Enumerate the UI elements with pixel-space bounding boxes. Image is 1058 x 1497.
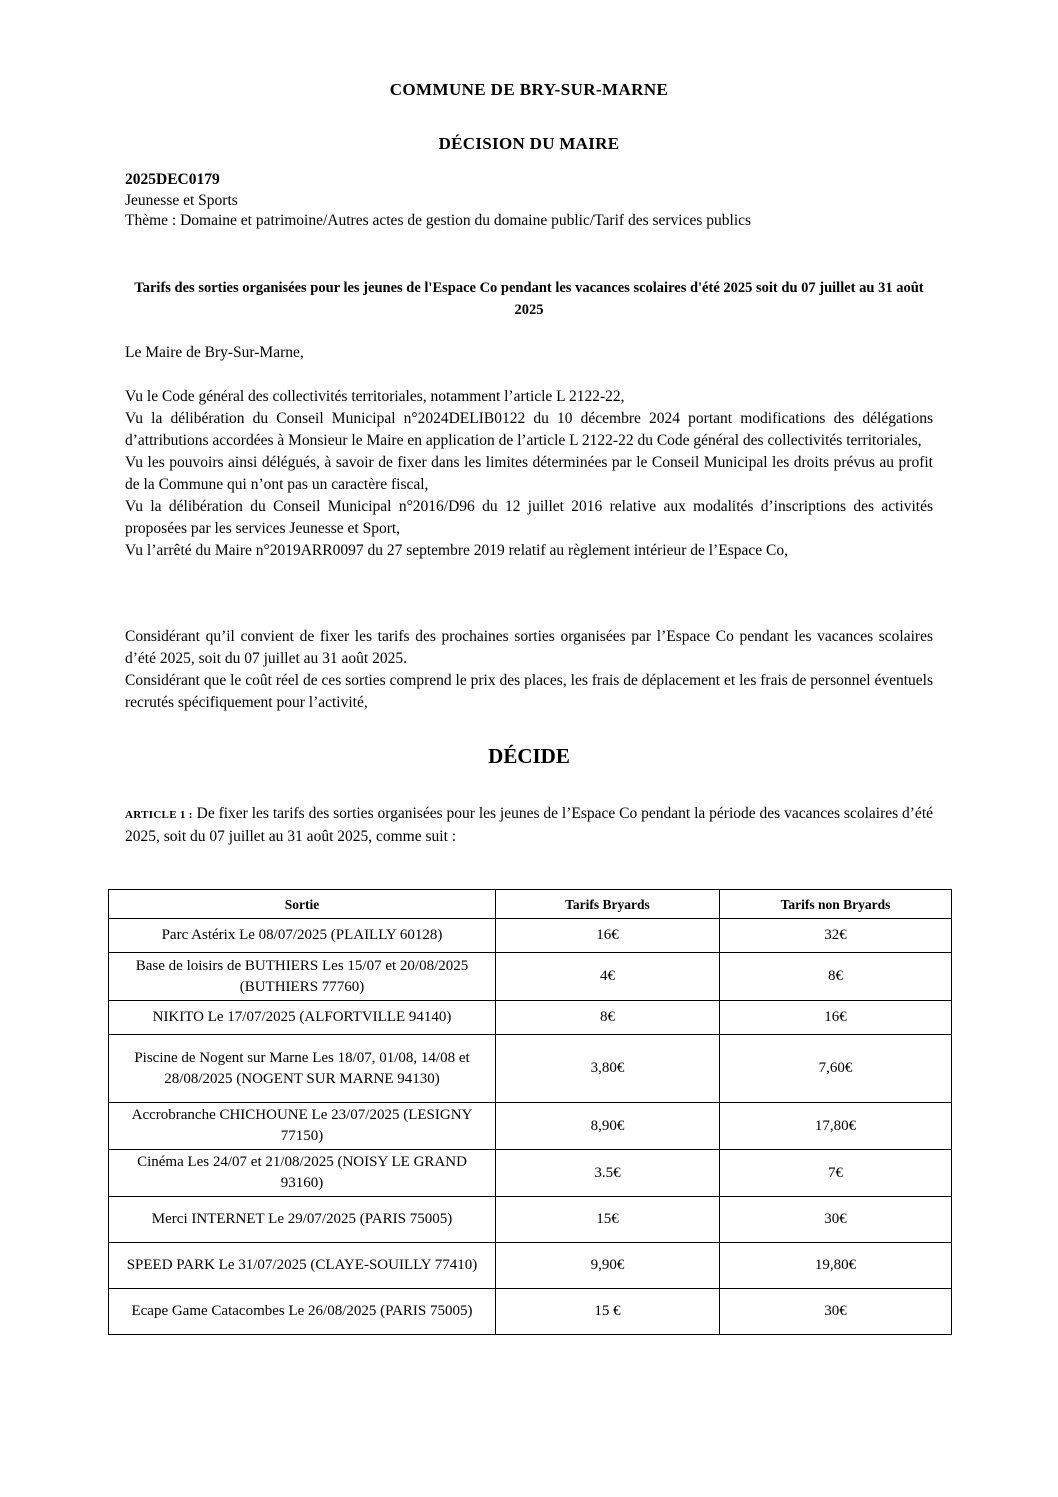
consideration-item: Vu le Code général des collectivités territoriales, notamment l’article L 2122-22, <box>125 388 625 405</box>
cell-bryards: 3,80€ <box>496 1035 720 1103</box>
cell-sortie: NIKITO Le 17/07/2025 (ALFORTVILLE 94140) <box>109 1001 496 1035</box>
article-label: ARTICLE 1 : <box>125 809 193 821</box>
table-row <box>109 1197 952 1243</box>
cell-non-bryards: 30€ <box>720 1197 952 1243</box>
table-row <box>109 953 952 1001</box>
whereas-block <box>125 626 933 714</box>
reference-block <box>125 170 933 232</box>
cell-non-bryards: 7€ <box>720 1150 952 1197</box>
cell-sortie: Base de loisirs de BUTHIERS Les 15/07 et 20/08/2025 (BUTHIERS 77760) <box>109 953 496 1001</box>
header-sortie: Sortie <box>109 890 496 919</box>
cell-sortie: Merci INTERNET Le 29/07/2025 (PARIS 75005) <box>109 1197 496 1243</box>
article-1 <box>125 803 933 848</box>
consideration-item: Vu les pouvoirs ainsi délégués, à savoir de fixer dans les limites déterminées par le Conseil Municipal les droits prévus au profit de la Commune qui n’ont pas un caractère fiscal, <box>125 454 933 493</box>
cell-bryards: 9,90€ <box>496 1243 720 1289</box>
cell-bryards: 8,90€ <box>496 1103 720 1150</box>
table-row <box>109 1035 952 1103</box>
cell-sortie: Piscine de Nogent sur Marne Les 18/07, 01/08, 14/08 et 28/08/2025 (NOGENT SUR MARNE 94130) <box>109 1035 496 1103</box>
cell-non-bryards: 32€ <box>720 919 952 953</box>
article-text: De fixer les tarifs des sorties organisées pour les jeunes de l’Espace Co pendant la période des vacances scolaires d’été 2025, soit du 07 juillet au 31 août 2025, comme suit : <box>125 805 934 845</box>
table-row <box>109 1103 952 1150</box>
cell-bryards: 15€ <box>496 1197 720 1243</box>
cell-non-bryards: 16€ <box>720 1001 952 1035</box>
decision-heading: DÉCISION DU MAIRE <box>438 134 620 153</box>
consideration-item: Vu l’arrêté du Maire n°2019ARR0097 du 27 septembre 2019 relatif au règlement intérieur de l’Espace Co, <box>125 542 788 559</box>
tariffs-table <box>108 889 952 1335</box>
cell-non-bryards: 19,80€ <box>720 1243 952 1289</box>
commune-heading: COMMUNE DE BRY-SUR-MARNE <box>389 80 669 99</box>
decision-number: 2025DEC0179 <box>125 171 220 188</box>
table-row <box>109 1150 952 1197</box>
consideration-item: Vu la délibération du Conseil Municipal n°2024DELIB0122 du 10 décembre 2024 portant modifications des délégations d’attributions accordées à Monsieur le Maire en application de l’article L 2122-22 du Code général des collectivités territoriales, <box>125 410 933 449</box>
whereas-item: Considérant que le coût réel de ces sorties comprend le prix des places, les frais de déplacement et les frais de personnel éventuels recrutés spécifiquement pour l’activité, <box>125 672 933 711</box>
table-row <box>109 1243 952 1289</box>
cell-sortie: Accrobranche CHICHOUNE Le 23/07/2025 (LESIGNY 77150) <box>109 1103 496 1150</box>
cell-bryards: 15 € <box>496 1289 720 1335</box>
cell-non-bryards: 8€ <box>720 953 952 1001</box>
consideration-item: Vu la délibération du Conseil Municipal n°2016/D96 du 12 juillet 2016 relative aux modalités d’inscriptions des activités proposées par les services Jeunesse et Sport, <box>125 498 933 537</box>
cell-bryards: 8€ <box>496 1001 720 1035</box>
cell-non-bryards: 7,60€ <box>720 1035 952 1103</box>
cell-bryards: 16€ <box>496 919 720 953</box>
table-row <box>109 1001 952 1035</box>
table-header-row <box>109 890 952 919</box>
cell-bryards: 4€ <box>496 953 720 1001</box>
decision-subject: Tarifs des sorties organisées pour les jeunes de l'Espace Co pendant les vacances scolaires d'été 2025 soit du 07 juillet au 31 août 2025 <box>134 280 924 318</box>
considerations-block <box>125 386 933 562</box>
cell-non-bryards: 30€ <box>720 1289 952 1335</box>
cell-sortie: Ecape Game Catacombes Le 26/08/2025 (PARIS 75005) <box>109 1289 496 1335</box>
header-tarifs-non-bryards: Tarifs non Bryards <box>720 890 952 919</box>
cell-sortie: Parc Astérix Le 08/07/2025 (PLAILLY 60128) <box>109 919 496 953</box>
cell-sortie: SPEED PARK Le 31/07/2025 (CLAYE-SOUILLY 77410) <box>109 1243 496 1289</box>
header-tarifs-bryards: Tarifs Bryards <box>496 890 720 919</box>
cell-sortie: Cinéma Les 24/07 et 21/08/2025 (NOISY LE GRAND 93160) <box>109 1150 496 1197</box>
cell-bryards: 3.5€ <box>496 1150 720 1197</box>
decide-heading: DÉCIDE <box>488 744 570 768</box>
cell-non-bryards: 17,80€ <box>720 1103 952 1150</box>
theme-line: Thème : Domaine et patrimoine/Autres actes de gestion du domaine public/Tarif des services publics <box>125 212 752 229</box>
whereas-item: Considérant qu’il convient de fixer les tarifs des prochaines sorties organisées par l’Espace Co pendant les vacances scolaires d’été 2025, soit du 07 juillet au 31 août 2025. <box>125 628 933 667</box>
intro-line: Le Maire de Bry-Sur-Marne, <box>125 344 304 361</box>
table-row <box>109 919 952 953</box>
service-name: Jeunesse et Sports <box>125 191 238 209</box>
table-row <box>109 1289 952 1335</box>
